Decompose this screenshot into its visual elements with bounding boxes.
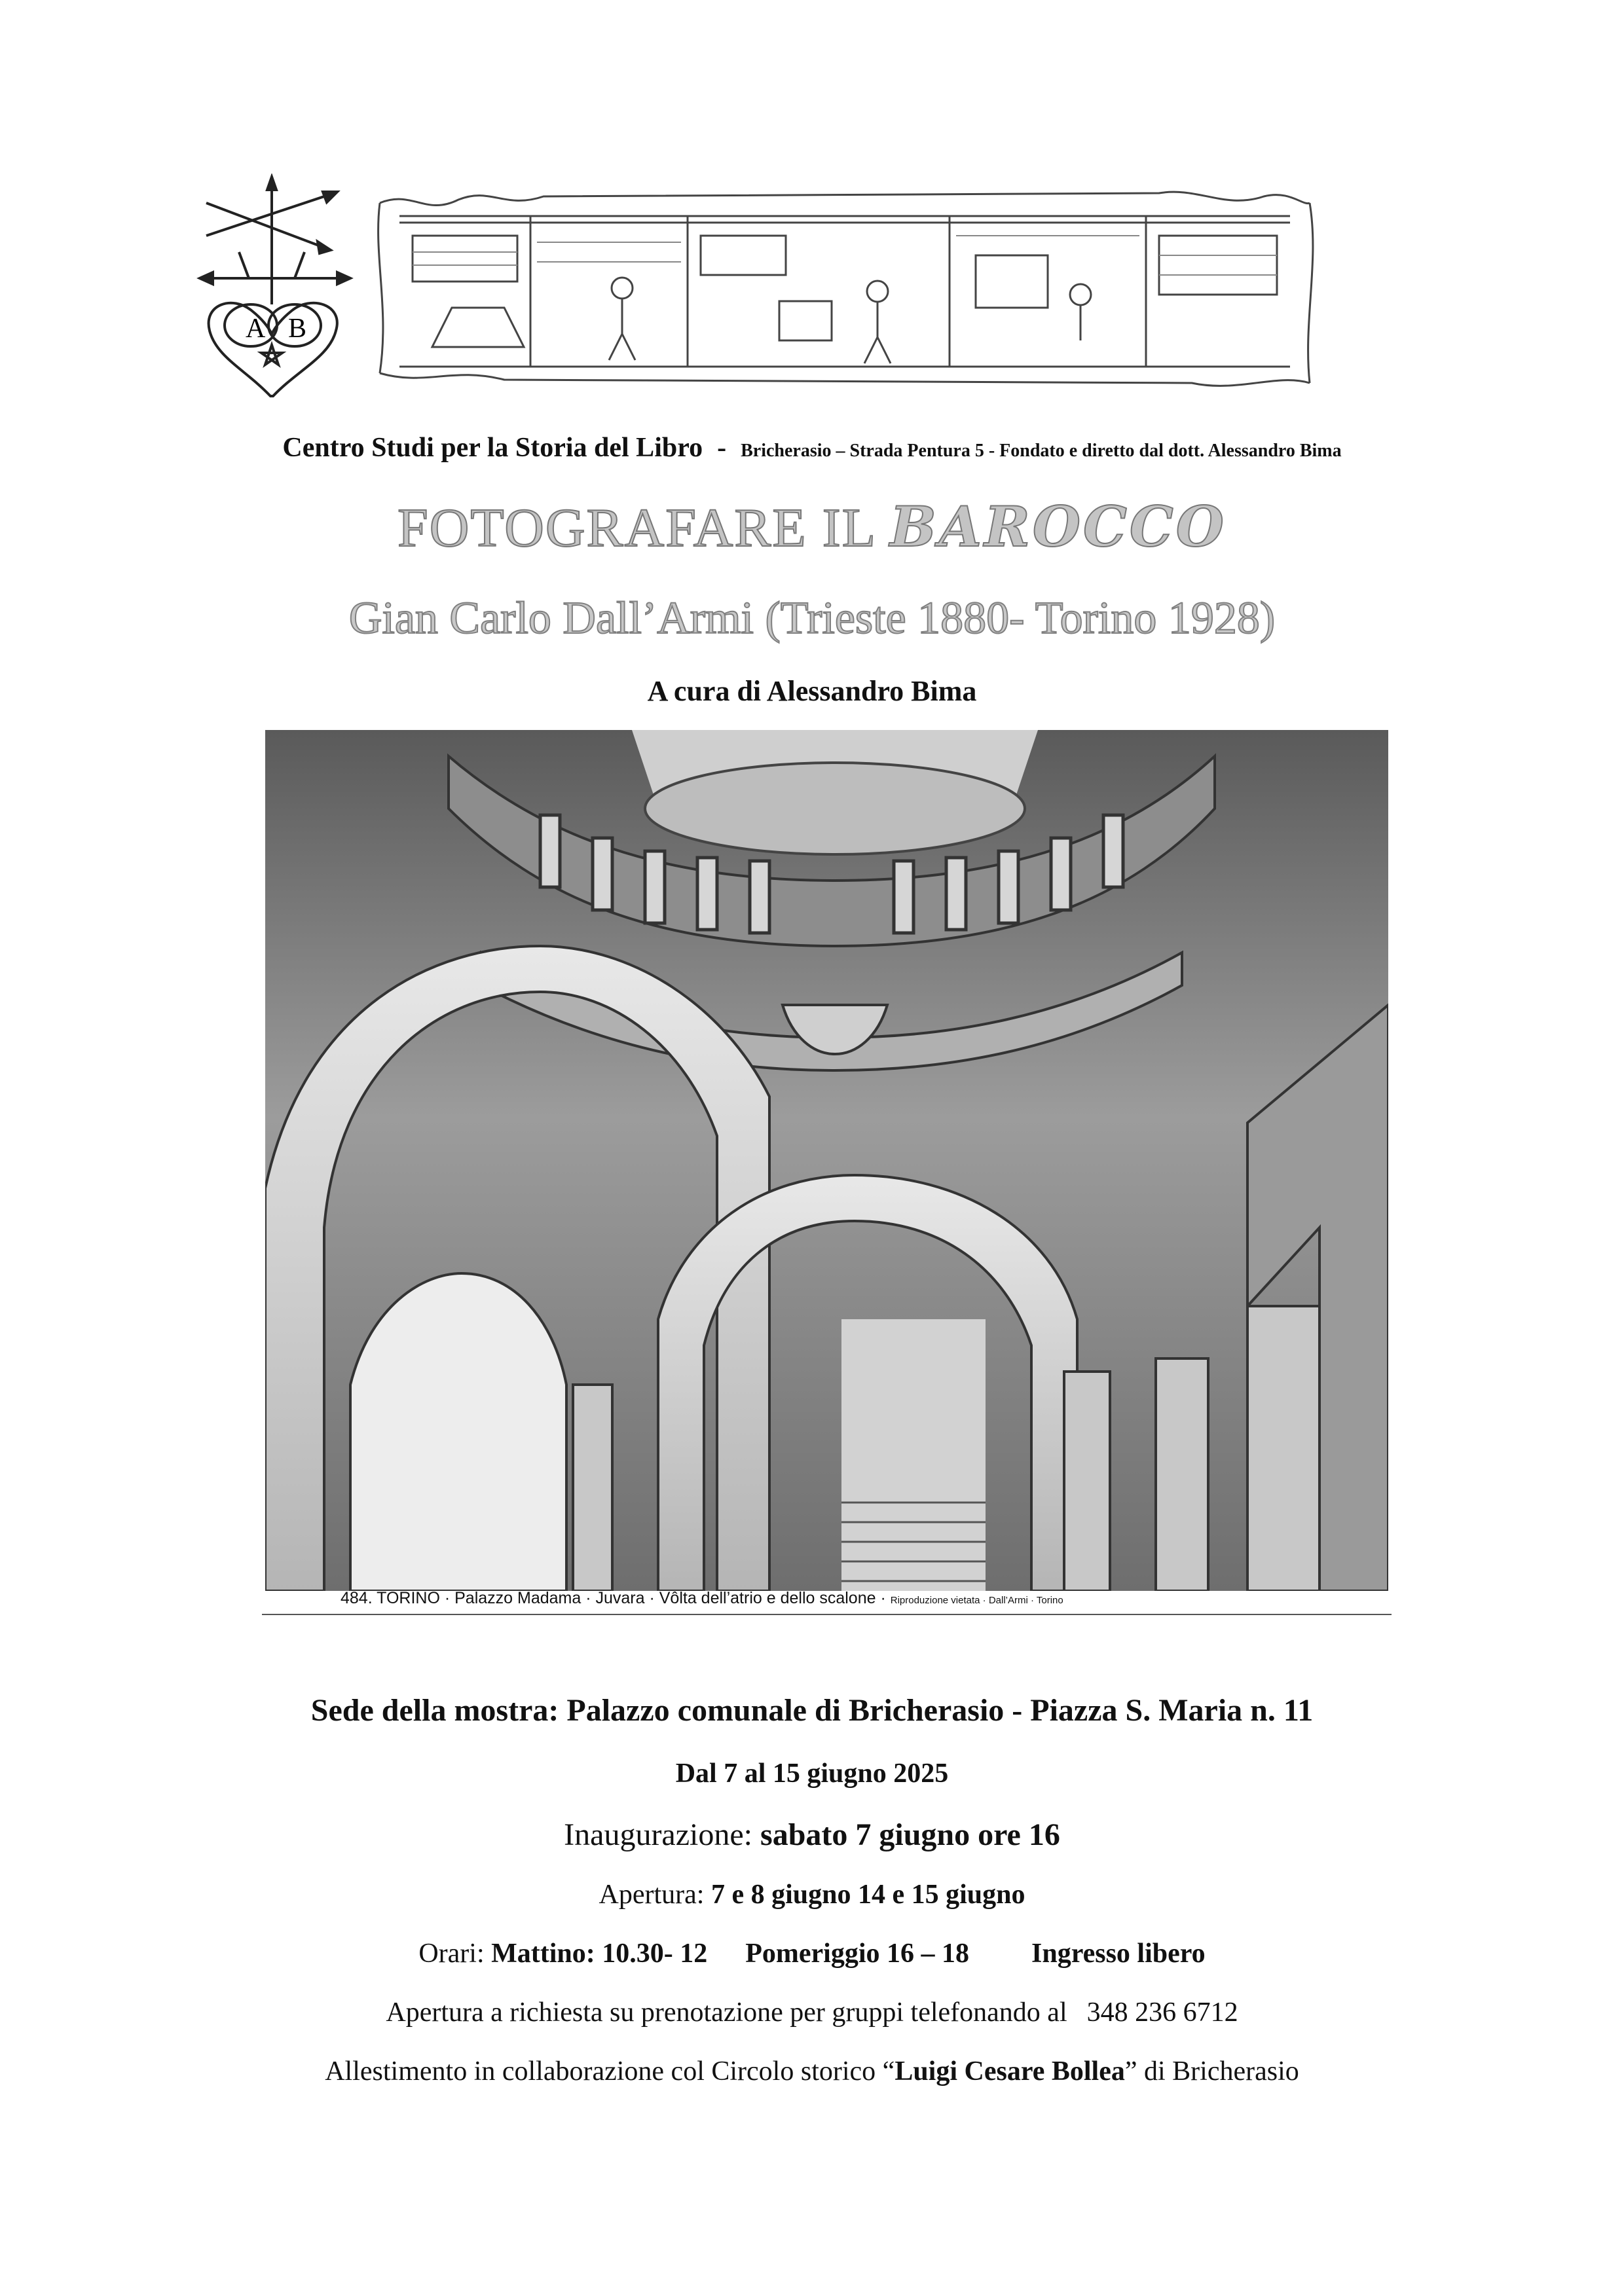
collab-name: Luigi Cesare Bollea: [895, 2056, 1125, 2086]
exhibition-title-main: FOTOGRAFARE IL: [397, 498, 890, 558]
exhibition-subtitle: Gian Carlo Dall’Armi (Trieste 1880- Torino 1928): [348, 593, 1276, 644]
center-separator: -: [717, 433, 727, 463]
center-address: Bricherasio – Strada Pentura 5 - Fondato e diretto dal dott. Alessandro Bima: [741, 441, 1342, 461]
hours-label: Orari:: [418, 1939, 492, 1969]
opening-value: 7 e 8 giugno 14 e 15 giugno: [710, 1880, 1025, 1910]
printers-mark-logo: [187, 173, 363, 409]
printing-workshop-engraving: [373, 177, 1316, 403]
hours-morning: Mattino: 10.30- 12: [491, 1939, 708, 1969]
exhibition-title: [0, 494, 1624, 560]
opening-line: [0, 1879, 1624, 1910]
logo-letter-b: B: [288, 314, 307, 344]
inauguration-line: [0, 1817, 1624, 1853]
opening-label: Apertura:: [599, 1880, 711, 1910]
logo-letter-a: A: [246, 314, 266, 344]
exhibition-dates: Dal 7 al 15 giugno 2025: [675, 1758, 949, 1789]
curator-line: A cura di Alessandro Bima: [647, 675, 977, 707]
center-header-line: [0, 432, 1624, 464]
hours-afternoon: Pomeriggio 16 – 18: [745, 1939, 970, 1969]
exhibition-title-word: BAROCCO: [889, 494, 1227, 559]
inauguration-value: sabato 7 giugno ore 16: [760, 1817, 1060, 1852]
caption-rule: [262, 1614, 1392, 1615]
booking-text: Apertura a richiesta su prenotazione per gruppi telefonando al: [386, 1997, 1067, 2028]
hours-line: [0, 1938, 1624, 1969]
collaboration-line: [0, 2056, 1624, 2087]
collab-suffix: ” di Bricherasio: [1124, 2056, 1299, 2086]
photo-caption: [341, 1589, 1388, 1608]
entry-free: Ingresso libero: [1031, 1939, 1206, 1969]
exhibition-venue: Sede della mostra: Palazzo comunale di Bricherasio - Piazza S. Maria n. 11: [310, 1693, 1314, 1728]
inauguration-label: Inaugurazione:: [564, 1817, 761, 1852]
photo-caption-main: 484. TORINO · Palazzo Madama · Juvara · Vôlta dell’atrio e dello scalone ·: [341, 1589, 886, 1607]
booking-phone: 348 236 6712: [1086, 1997, 1238, 2028]
center-name: Centro Studi per la Storia del Libro: [282, 433, 703, 463]
collab-prefix: Allestimento in collaborazione col Circolo storico “: [325, 2056, 895, 2086]
booking-line: [0, 1997, 1624, 2028]
photo-caption-credit: Riproduzione vietata · Dall’Armi · Torino: [890, 1595, 1063, 1606]
baroque-vault-photograph: [265, 730, 1388, 1591]
